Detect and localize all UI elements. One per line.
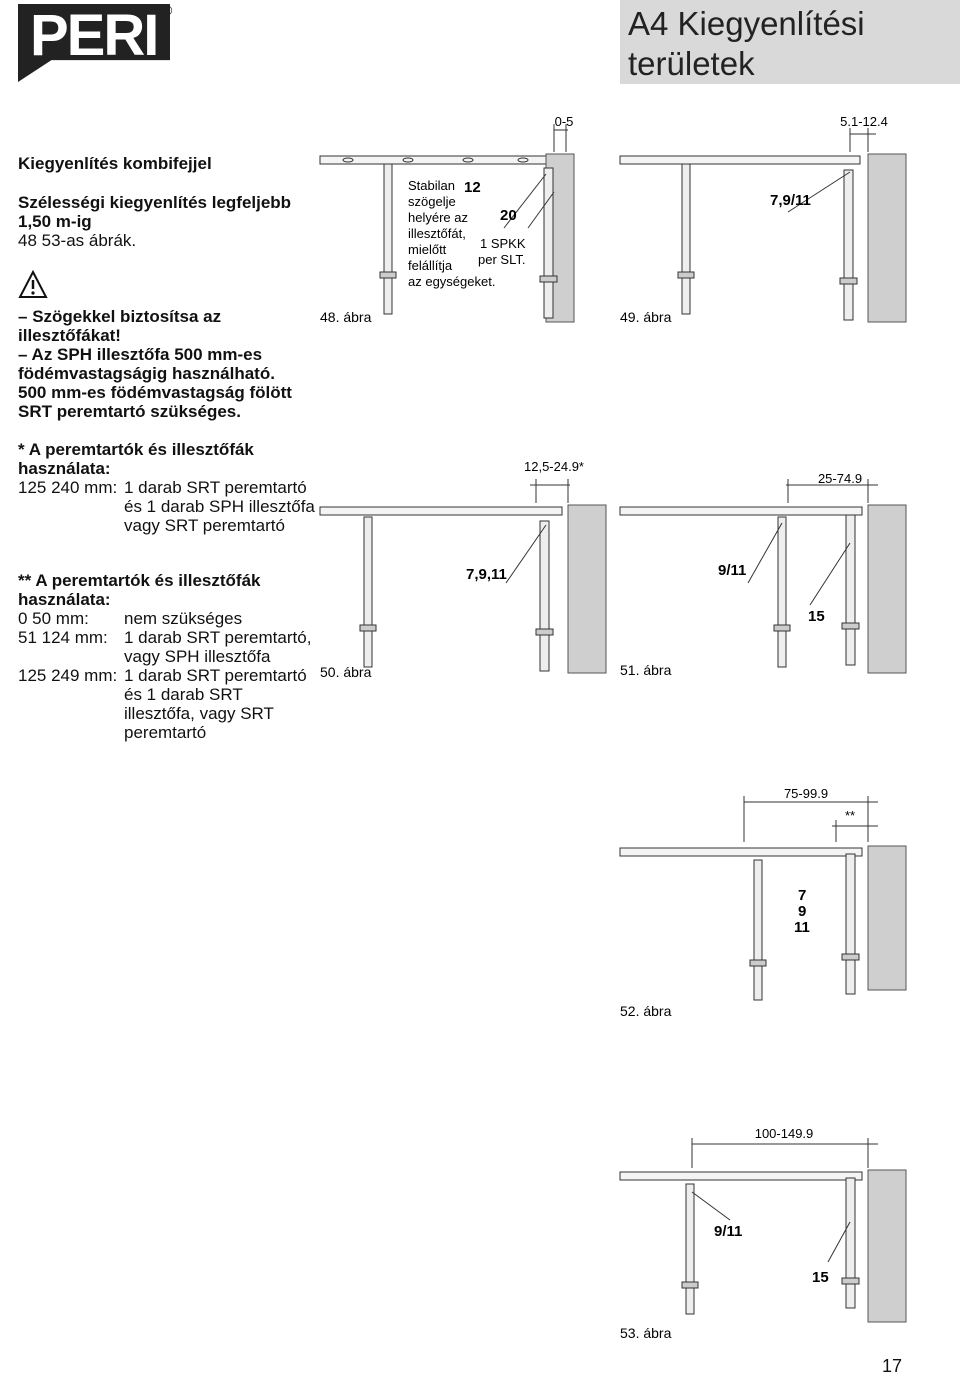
page-title bbox=[628, 4, 865, 84]
subtitle-line-2: 1,50 m-ig bbox=[18, 212, 92, 231]
dim-0-5: 0-5 bbox=[554, 114, 574, 129]
warning-list bbox=[18, 307, 308, 421]
wall bbox=[868, 154, 906, 322]
fig51-label-a: 9/11 bbox=[718, 562, 747, 579]
note2-line: 1 darab SRT peremtartó bbox=[124, 666, 307, 685]
prop-left bbox=[682, 1184, 698, 1314]
registered-mark: ® bbox=[162, 2, 173, 18]
fig48-text-7: az egységeket. bbox=[408, 274, 496, 289]
fig53-caption: 53. ábra bbox=[620, 1325, 672, 1341]
warning-item-5: SRT peremtartó szükséges. bbox=[18, 402, 241, 421]
note1-title-line-2: használata: bbox=[18, 459, 111, 478]
note2-line: vagy SPH illesztőfa bbox=[124, 647, 271, 666]
beam-deck bbox=[620, 156, 860, 164]
fig48-num-20: 20 bbox=[500, 207, 517, 224]
prop-right bbox=[842, 515, 859, 665]
note-2 bbox=[18, 571, 318, 742]
dim-5-1-12-4: 5.1-12.4 bbox=[840, 114, 888, 129]
fig50-label: 7,9,11 bbox=[466, 566, 507, 583]
leader-line bbox=[692, 1192, 730, 1220]
note1-line: vagy SRT peremtartó bbox=[124, 516, 285, 535]
note2-line: és 1 darab SRT bbox=[124, 685, 243, 704]
subtitle-block bbox=[18, 193, 291, 250]
note-1 bbox=[18, 440, 318, 535]
figs-ref: 48 53-as ábrák. bbox=[18, 231, 137, 250]
fig52-label-11: 11 bbox=[794, 919, 810, 936]
fig48-text-6: felállítja bbox=[408, 258, 453, 273]
prop-right bbox=[536, 521, 553, 671]
figure-52 bbox=[618, 782, 918, 1022]
fig48-text-4: illesztőfát, bbox=[408, 226, 466, 241]
wall bbox=[568, 505, 606, 673]
note2-row-label: 125 249 mm: bbox=[18, 666, 118, 685]
leader-line bbox=[810, 543, 850, 605]
note1-line: és 1 darab SPH illesztőfa bbox=[124, 497, 315, 516]
prop-left bbox=[380, 164, 396, 314]
fig48-spkk-1: 1 SPKK bbox=[480, 236, 526, 251]
beam-deck bbox=[320, 507, 562, 515]
note2-row bbox=[18, 628, 318, 666]
dim-25-74-9: 25-74.9 bbox=[817, 471, 863, 486]
note2-line: 1 darab SRT peremtartó, bbox=[124, 628, 312, 647]
prop-right bbox=[842, 854, 859, 994]
note1-title-line-1: * A peremtartók és illesztőfák bbox=[18, 440, 254, 459]
note2-title-line-1: ** A peremtartók és illesztőfák bbox=[18, 571, 261, 590]
fig48-text-1: Stabilan bbox=[408, 178, 455, 193]
fig49-label: 7,9/11 bbox=[770, 192, 811, 209]
figure-51 bbox=[618, 455, 918, 685]
wall bbox=[868, 505, 906, 673]
beam-deck bbox=[620, 848, 862, 856]
fig52-label-9: 9 bbox=[798, 903, 807, 920]
prop-left bbox=[360, 517, 376, 667]
fig52-caption: 52. ábra bbox=[620, 1003, 672, 1019]
section-title: Kiegyenlítés kombifejjel bbox=[18, 154, 212, 173]
prop-right bbox=[840, 170, 857, 320]
note2-row bbox=[18, 609, 318, 628]
wall bbox=[868, 1170, 906, 1322]
wall bbox=[868, 846, 906, 990]
note2-row bbox=[18, 666, 318, 742]
warning-item-2: – Az SPH illesztőfa 500 mm-es bbox=[18, 345, 263, 364]
fig53-label-b: 15 bbox=[812, 1269, 829, 1286]
page-number: 17 bbox=[881, 1356, 902, 1376]
title-line-1: A4 Kiegyenlítési bbox=[628, 5, 865, 42]
dim-75-99-9: 75-99.9 bbox=[783, 786, 829, 801]
note1-line: 1 darab SRT peremtartó bbox=[124, 478, 307, 497]
fig51-caption: 51. ábra bbox=[620, 662, 672, 678]
fig51-label-b: 15 bbox=[808, 608, 825, 625]
note2-line: illesztőfa, vagy SRT bbox=[124, 704, 274, 723]
beam-deck bbox=[320, 156, 562, 164]
fig48-text-5: mielőtt bbox=[408, 242, 447, 257]
dim-double-star: ** bbox=[844, 808, 856, 823]
figure-49 bbox=[618, 112, 918, 332]
dim-12-5-24-9: 12,5-24.9* bbox=[524, 459, 584, 474]
prop-left bbox=[678, 164, 694, 314]
figure-48 bbox=[318, 112, 608, 332]
title-line-2: területek bbox=[628, 45, 755, 82]
note2-row-label: 0 50 mm: bbox=[18, 609, 89, 628]
fig48-num-12: 12 bbox=[464, 179, 481, 196]
beam-deck bbox=[620, 507, 862, 515]
logo-text: PERI bbox=[30, 3, 158, 68]
warning-icon bbox=[18, 270, 48, 300]
note2-title-line-2: használata: bbox=[18, 590, 111, 609]
warning-item-3: födémvastagságig használható. bbox=[18, 364, 275, 383]
note2-line: peremtartó bbox=[124, 723, 207, 742]
note2-line: nem szükséges bbox=[124, 609, 243, 628]
fig49-caption: 49. ábra bbox=[620, 309, 672, 325]
fig48-spkk-2: per SLT. bbox=[478, 252, 526, 267]
note2-row-label: 51 124 mm: bbox=[18, 628, 108, 647]
prop-right bbox=[842, 1178, 859, 1308]
prop-left bbox=[774, 517, 790, 667]
note1-row bbox=[18, 478, 318, 535]
figure-50 bbox=[318, 455, 608, 685]
warning-item-4: 500 mm-es födémvastagság fölött bbox=[18, 383, 292, 402]
prop-left bbox=[750, 860, 766, 1000]
fig50-caption: 50. ábra bbox=[320, 664, 372, 680]
warning-item-1: – Szögekkel biztosítsa az illesztőfákat! bbox=[18, 307, 222, 345]
note1-row-label: 125 240 mm: bbox=[18, 478, 118, 497]
figure-53 bbox=[618, 1122, 918, 1346]
subtitle-line-1: Szélességi kiegyenlítés legfeljebb bbox=[18, 193, 292, 212]
fig52-label-7: 7 bbox=[798, 887, 807, 904]
fig48-caption: 48. ábra bbox=[320, 309, 372, 325]
leader-line bbox=[748, 523, 782, 583]
fig48-text-2: szögelje bbox=[408, 194, 456, 209]
fig53-label-a: 9/11 bbox=[714, 1223, 743, 1240]
dim-100-149-9: 100-149.9 bbox=[754, 1126, 814, 1141]
fig48-text-3: helyére az bbox=[408, 210, 468, 225]
beam-deck bbox=[620, 1172, 862, 1180]
